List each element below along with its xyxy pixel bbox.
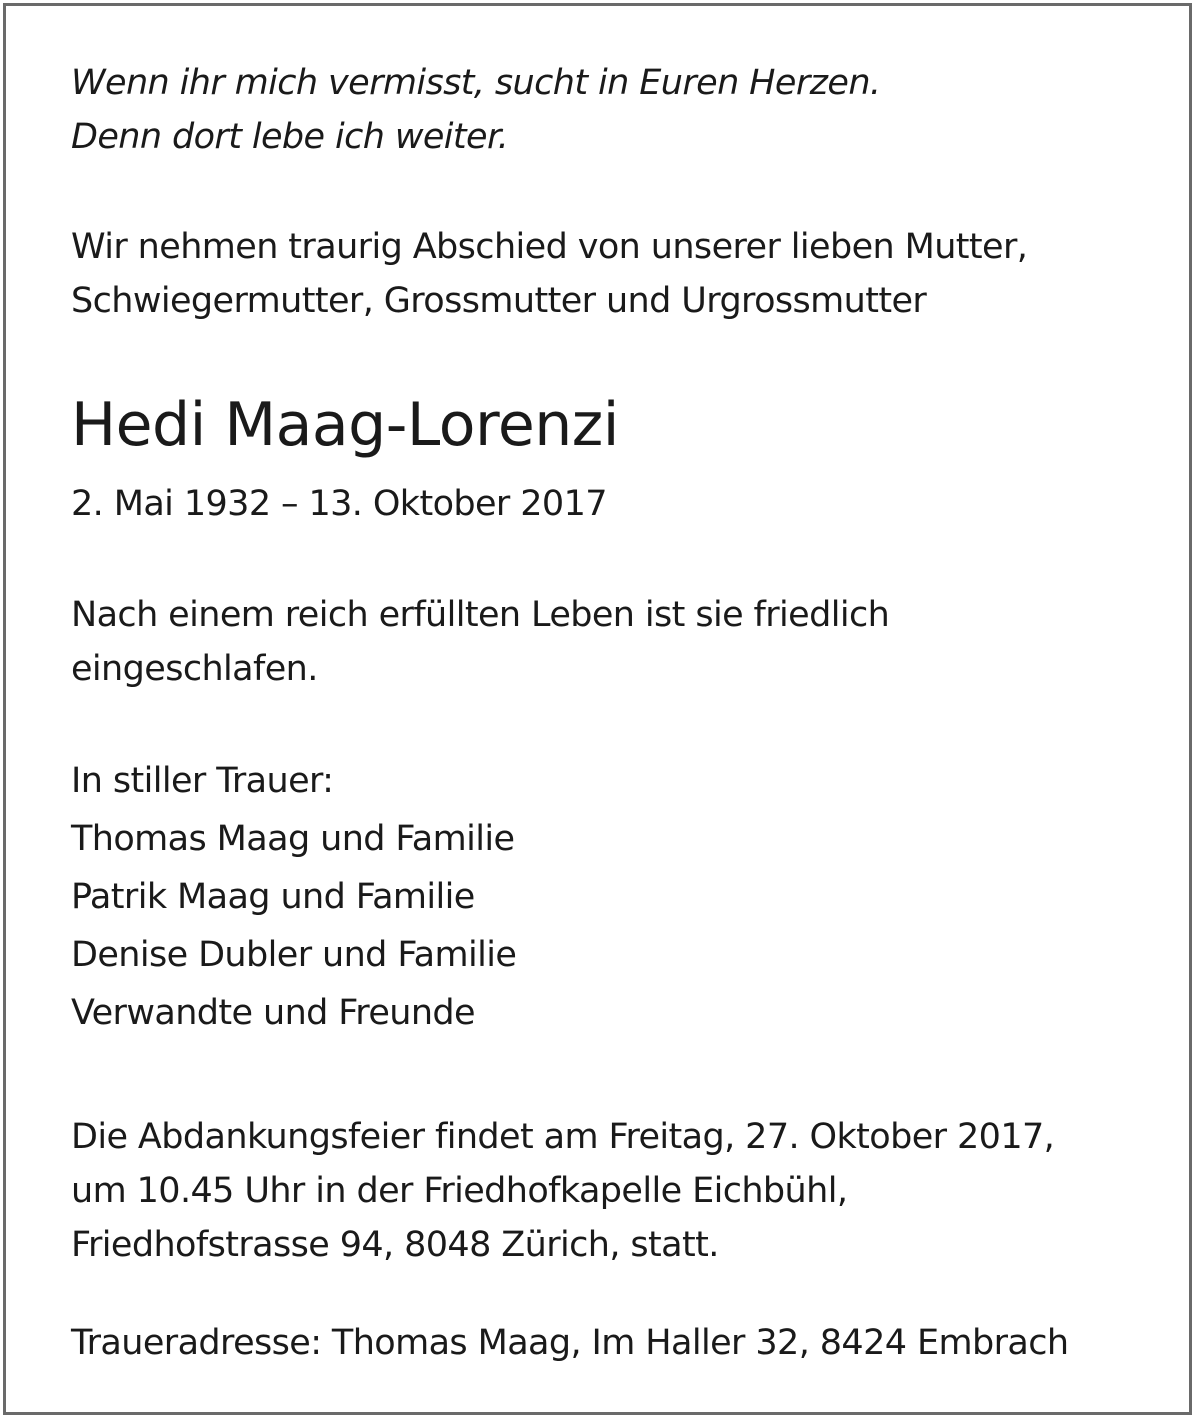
message-line-2: eingeschlafen.: [71, 649, 318, 689]
mourning-address: Traueradresse: Thomas Maag, Im Haller 32, 8424 Embrach: [71, 1323, 1069, 1363]
mourner-name: Denise Dubler und Familie: [71, 935, 517, 975]
intro-line-2: Schwiegermutter, Grossmutter und Urgrossmutter: [71, 281, 927, 321]
ceremony-line-1: Die Abdankungsfeier findet am Freitag, 27. Oktober 2017,: [71, 1117, 1055, 1157]
mourners-heading: In stiller Trauer:: [71, 761, 334, 801]
message-line-1: Nach einem reich erfüllten Leben ist sie friedlich: [71, 595, 890, 635]
motto-line-1: Wenn ihr mich vermisst, sucht in Euren Herzen.: [71, 63, 881, 103]
ceremony-line-3: Friedhofstrasse 94, 8048 Zürich, statt.: [71, 1225, 719, 1265]
obituary-frame: [3, 3, 1192, 1415]
mourner-name: Verwandte und Freunde: [71, 993, 475, 1033]
intro-line-1: Wir nehmen traurig Abschied von unserer lieben Mutter,: [71, 227, 1028, 267]
mourner-name: Patrik Maag und Familie: [71, 877, 475, 917]
deceased-dates: 2. Mai 1932 – 13. Oktober 2017: [71, 484, 607, 524]
motto-line-2: Denn dort lebe ich weiter.: [71, 117, 509, 157]
mourner-name: Thomas Maag und Familie: [71, 819, 515, 859]
deceased-name: Hedi Maag-Lorenzi: [71, 390, 619, 460]
ceremony-line-2: um 10.45 Uhr in der Friedhofkapelle Eichbühl,: [71, 1171, 848, 1211]
